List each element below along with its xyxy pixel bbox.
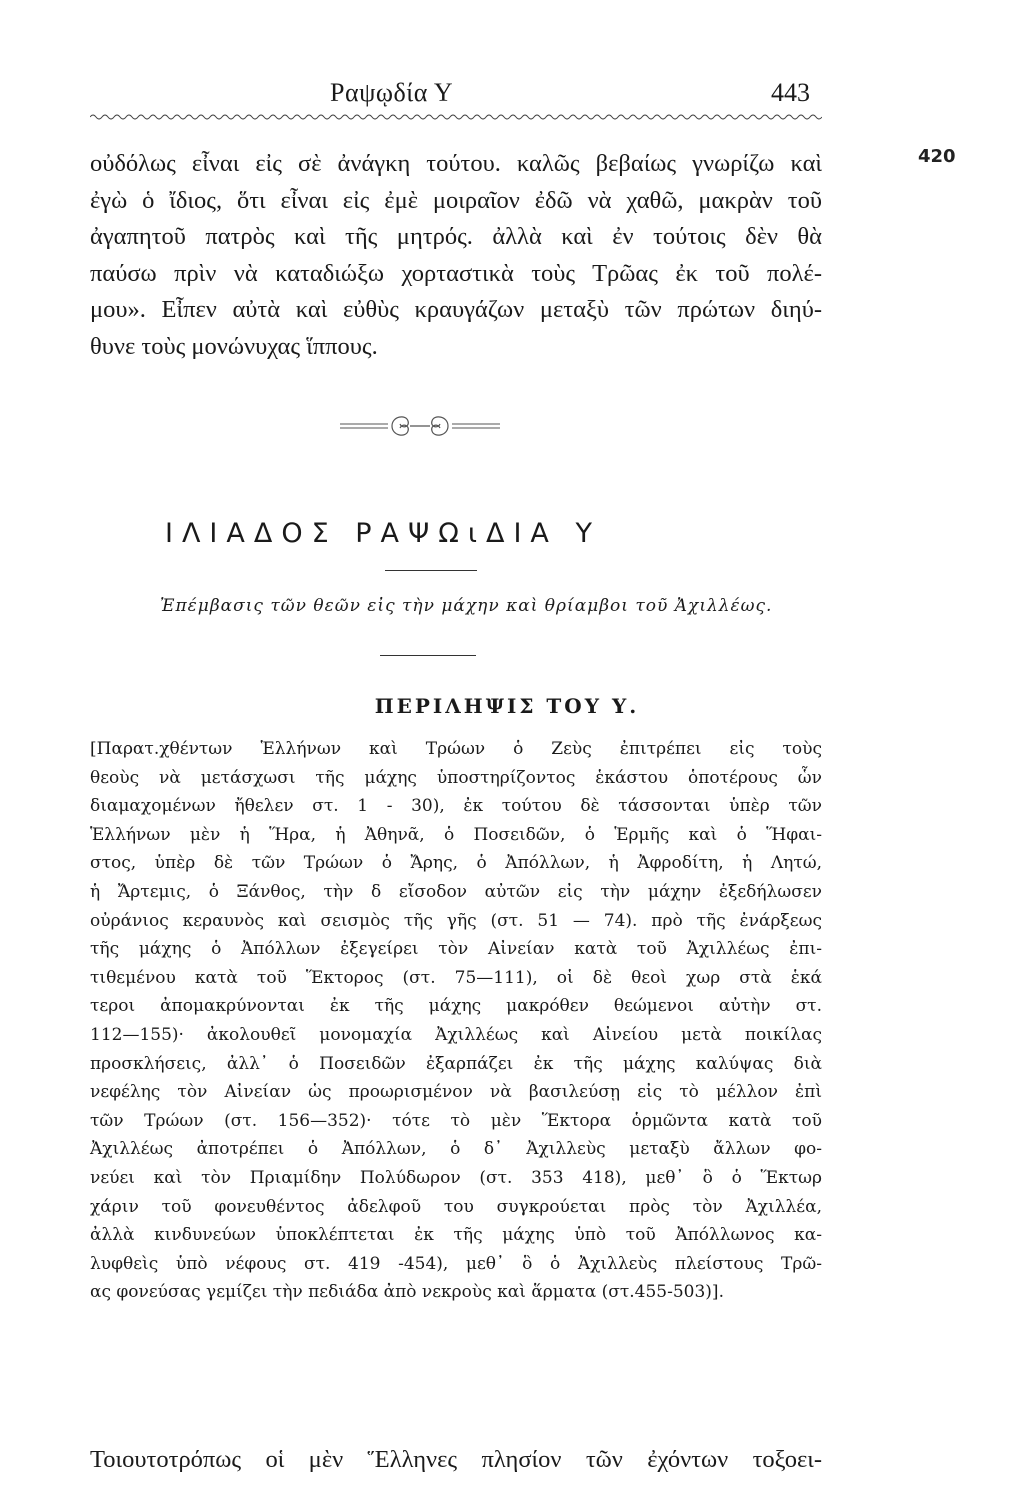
body-line: θυνε τοὺς μονώνυχας ἵππους. [90, 332, 378, 360]
page-header [90, 78, 822, 112]
summary-line: 112—155)· ἀκολουθεῖ μονομαχία Ἀχιλλέως καὶ Αἰνείου μετὰ ποικίλας [90, 1024, 822, 1045]
summary-line: στος, ὑπὲρ δὲ τῶν Τρώων ὁ Ἄρης, ὁ Ἀπόλλων, ἡ Ἀφροδίτη, ἡ Λητώ, [90, 853, 822, 874]
closing-line: Τοιουτοτρόπως οἱ μὲν Ἕλληνες πλησίον τῶν ἐχόντων τοξοει- [90, 1446, 822, 1473]
summary-line: τῆς μάχης ὁ Ἀπόλλων ἐξεγείρει τὸν Αἰνείαν κατὰ τοῦ Ἀχιλλέως ἐπι- [90, 939, 822, 960]
summary-line: νεύει καὶ τὸν Πριαμίδην Πολύδωρον (στ. 353 418), μεθ᾽ ὃ ὁ Ἕκτωρ [90, 1167, 822, 1188]
summary-text [90, 735, 822, 1307]
page-number: 443 [771, 78, 810, 107]
summary-heading: ΠΕΡΙΛΗΨΙΣ ΤΟΥ Υ. [374, 694, 640, 718]
summary-line: νεφέλης τὸν Αἰνείαν ὡς προωρισμένον νὰ βασιλεύσῃ εἰς τὸ μέλλον ἐπὶ [90, 1082, 822, 1103]
body-line: παύσω πρὶν νὰ καταδιώξω χορταστικὰ τοὺς Τρῶας ἐκ τοῦ πολέ- [90, 259, 822, 287]
body-line: ἐγὼ ὁ ἴδιος, ὅτι εἶναι εἰς ἐμὲ μοιραῖον ἐδῶ νὰ χαθῶ, μακρὰν τοῦ [90, 186, 822, 214]
summary-line: ἀλλὰ κινδυνεύων ὑποκλέπτεται ἐκ τῆς μάχης ὑπὸ τοῦ Ἀπόλλωνος κα- [90, 1225, 822, 1246]
summary-line: προσκλήσεις, ἀλλ᾽ ὁ Ποσειδῶν ἐξαρπάζει ἐκ τῆς μάχης καλύψας διὰ [90, 1053, 822, 1074]
summary-line: λυφθεὶς ὑπὸ νέφους στ. 419 -454), μεθ᾽ ὃ ὁ Ἀχιλλεὺς πλείστους Τρῶ- [90, 1253, 822, 1274]
book-title: ΙΛΙΑΔΟΣ ΡΑΨΩιΔΙΑ Υ [165, 518, 601, 549]
section-ornament [340, 408, 500, 442]
summary-line: οὐράνιος κεραυνὸς καὶ σεισμὸς τῆς γῆς (στ. 51 — 74). πρὸ τῆς ἐνάρξεως [90, 910, 822, 931]
chapter-subtitle: Ἐπέμβασις τῶν θεῶν εἰς τὴν μάχην καὶ θρίαμβοι τοῦ Ἀχιλλέως. [160, 596, 773, 616]
subtitle-rule [380, 655, 476, 656]
summary-line: τιθεμένου κατὰ τοῦ Ἕκτορος (στ. 75—111), οἱ δὲ θεοὶ χωρ στὰ ἑκά [90, 967, 822, 988]
summary-line: τεροι ἀπομακρύνονται ἐκ τῆς μάχης μακρόθεν θεώμενοι αὐτὴν στ. [90, 996, 822, 1017]
summary-line: ας φονεύσας γεμίζει τὴν πεδιάδα ἀπὸ νεκροὺς καὶ ἅρματα (στ.455-503)]. [90, 1282, 724, 1303]
summary-line: χάριν τοῦ φονευθέντος ἀδελφοῦ του συγκρούεται πρὸς τὸν Ἀχιλλέα, [90, 1196, 822, 1217]
summary-line: θεοὺς νὰ μετάσχωσι τῆς μάχης ὑποστηρίζοντος ἑκάστου ὁποτέρους ὧν [90, 767, 822, 788]
body-line: οὐδόλως εἶναι εἰς σὲ ἀνάγκη τούτου. καλῶς βεβαίως γνωρίζω καὶ [90, 150, 822, 177]
summary-line: ἡ Ἄρτεμις, ὁ Ξάνθος, τὴν δ εἴσοδον αὐτῶν εἰς τὴν μάχην ἐξεδήλωσεν [90, 881, 822, 902]
title-rule [385, 570, 477, 571]
summary-line: διαμαχομένων ἤθελεν στ. 1 - 30), ἐκ τούτου δὲ τάσσονται ὑπὲρ τῶν [90, 796, 822, 817]
wavy-header-rule [90, 112, 822, 122]
summary-line: Ἑλλήνων μὲν ἡ Ἥρα, ἡ Ἀθηνᾶ, ὁ Ποσειδῶν, ὁ Ἑρμῆς καὶ ὁ Ἥφαι- [90, 824, 822, 845]
body-text [90, 146, 822, 365]
summary-line: [Παρατ.χθέντων Ἑλλήνων καὶ Τρώων ὁ Ζεὺς ἐπιτρέπει εἰς τοὺς [90, 739, 822, 759]
summary-line: τῶν Τρώων (στ. 156—352)· τότε τὸ μὲν Ἕκτορα ὁρμῶντα κατὰ τοῦ [90, 1110, 822, 1131]
body-line: μου». Εἶπεν αὐτὰ καὶ εὐθὺς κραυγάζων μεταξὺ τῶν πρώτων διηύ- [90, 296, 822, 323]
running-title: Ραψῳδία Υ [330, 78, 454, 107]
body-line: ἀγαπητοῦ πατρὸς καὶ τῆς μητρός. ἀλλὰ καὶ ἐν τούτοις δὲν θὰ [90, 223, 822, 250]
margin-line-number: 420 [918, 146, 956, 167]
summary-line: Ἀχιλλέως ἀποτρέπει ὁ Ἀπόλλων, ὁ δ᾽ Ἀχιλλεὺς μεταξὺ ἄλλων φο- [90, 1139, 822, 1160]
